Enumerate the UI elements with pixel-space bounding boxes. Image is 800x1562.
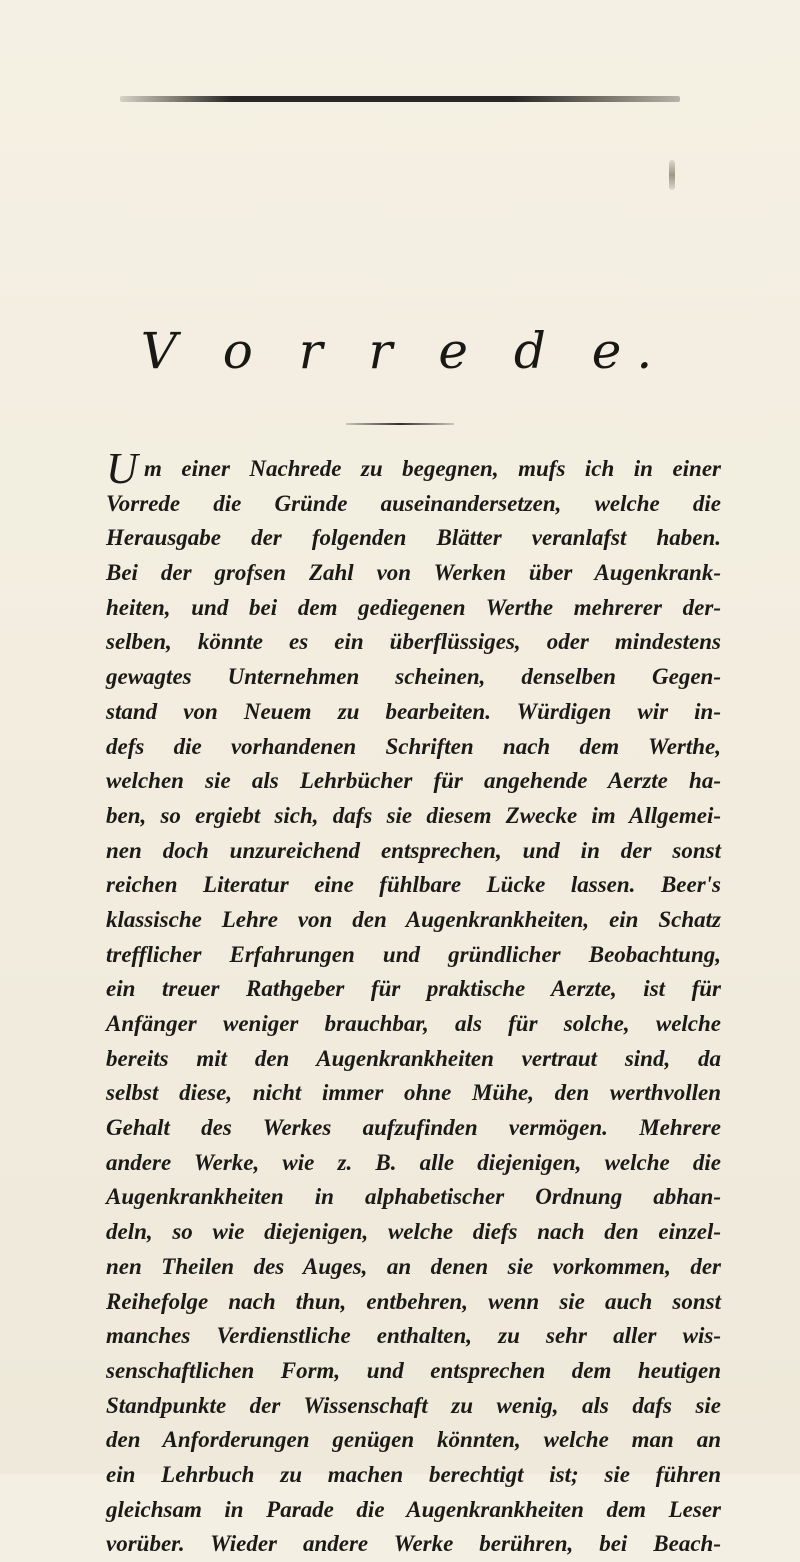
text-line: nen doch unzureichend entsprechen, und in der sonst: [106, 837, 721, 863]
text-line: gewagtes Unternehmen scheinen, denselben Gegen-: [106, 664, 721, 690]
text-line: heiten, und bei dem gediegenen Werthe mehrerer der-: [106, 594, 721, 620]
text-line: welchen sie als Lehrbücher für angehende Aerzte ha-: [106, 768, 721, 794]
text-line: manches Verdienstliche enthalten, zu sehr aller wis-: [106, 1323, 721, 1349]
text-line: stand von Neuem zu bearbeiten. Würdigen wir in-: [106, 698, 721, 724]
text-line: vorüber. Wieder andere Werke berühren, bei Beach-: [106, 1531, 721, 1557]
page-heading: V o r r e d e.: [140, 322, 668, 380]
text-line: Anfänger weniger brauchbar, als für solche, welche: [106, 1011, 721, 1036]
text-line: Bei der grofsen Zahl von Werken über Augenkrank-: [106, 560, 721, 586]
text-line: defs die vorhandenen Schriften nach dem Werthe,: [106, 733, 721, 759]
text-line: klassische Lehre von den Augenkrankheiten, ein Schatz: [106, 906, 721, 932]
text-line: ein Lehrbuch zu machen berechtigt ist; sie führen: [106, 1461, 721, 1487]
text-line: Standpunkte der Wissenschaft zu wenig, als dafs sie: [106, 1392, 721, 1418]
text-line: selben, könnte es ein überflüssiges, oder mindestens: [106, 629, 721, 655]
paper-fleck: [669, 160, 675, 190]
text-line: reichen Literatur eine fühlbare Lücke lassen. Beer's: [106, 872, 721, 898]
text-line: Reihefolge nach thun, entbehren, wenn sie auch sonst: [106, 1288, 721, 1314]
heading-divider: [346, 423, 454, 425]
drop-initial: U: [106, 444, 138, 493]
text-line: senschaftlichen Form, und entsprechen dem heutigen: [106, 1357, 721, 1383]
text-line: ben, so ergiebt sich, dafs sie diesem Zwecke im Allgemei-: [106, 802, 721, 828]
text-line: m einer Nachrede zu begegnen, mufs ich in einer: [144, 456, 721, 481]
text-line: gleichsam in Parade die Augenkrankheiten dem Leser: [106, 1496, 721, 1522]
body-text: [106, 452, 721, 1562]
text-line: Vorrede die Gründe auseinandersetzen, welche die: [106, 490, 721, 516]
text-line: andere Werke, wie z. B. alle diejenigen, welche die: [106, 1149, 721, 1175]
text-line: Augenkrankheiten in alphabetischer Ordnung abhan-: [106, 1184, 721, 1210]
text-line: Gehalt des Werkes aufzufinden vermögen. Mehrere: [106, 1115, 721, 1141]
text-line: trefflicher Erfahrungen und gründlicher Beobachtung,: [106, 941, 721, 967]
text-line: deln, so wie diejenigen, welche diefs nach den einzel-: [106, 1219, 721, 1245]
text-line: selbst diese, nicht immer ohne Mühe, den werthvollen: [106, 1080, 721, 1106]
text-line: ein treuer Rathgeber für praktische Aerzte, ist für: [106, 976, 721, 1002]
text-line: den Anforderungen genügen könnten, welche man an: [106, 1427, 721, 1453]
text-line: bereits mit den Augenkrankheiten vertraut sind, da: [106, 1045, 721, 1071]
top-rule: [120, 96, 680, 102]
text-line: Herausgabe der folgenden Blätter veranlafst haben.: [106, 525, 721, 551]
text-line: nen Theilen des Auges, an denen sie vorkommen, der: [106, 1253, 721, 1279]
